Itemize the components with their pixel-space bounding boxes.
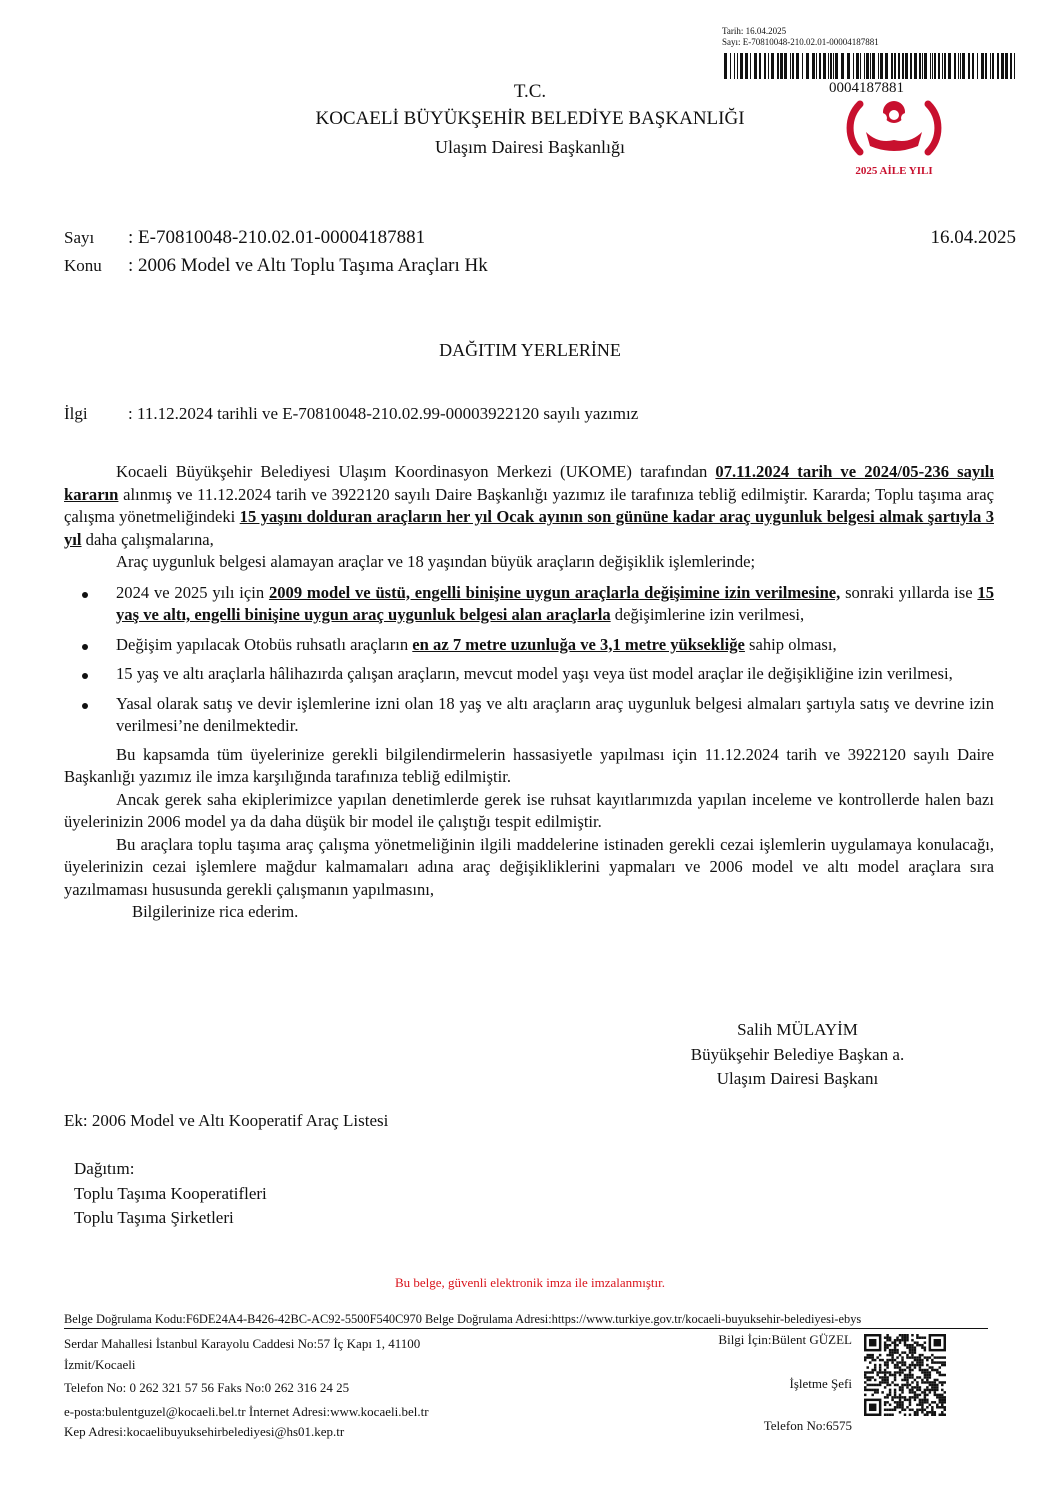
distribution-block [74,1157,267,1230]
signatory-role: Büyükşehir Belediye Başkan a. [690,1045,905,1064]
distribution-item: Toplu Taşıma Kooperatifleri [74,1184,267,1203]
stamp-date: Tarih: 16.04.2025 [722,26,787,36]
bullet-icon [82,592,88,598]
signatory-name: Salih MÜLAYİM [737,1020,858,1039]
paragraph-closing: Bilgilerinize rica ederim. [132,902,299,921]
footer-tel: Telefon No:6575 [763,1418,852,1433]
barcode [724,53,1020,79]
paragraph-kapsam: Bu kapsamda tüm üyelerinize gerekli bilgilendirmelerin hassasiyetle yapılması için 11.12.2024 tarih ve 3922120 sayılı Daire Başkanlığı yazımız ile imza karşılığında tarafınıza tebliğ edilmiştir. [64,744,994,786]
list-item: Değişim yapılacak Otobüs ruhsatlı araçların en az 7 metre uzunluğa ve 3,1 metre yüksekliğe sahip olması, [64,634,994,657]
footer-address: Serdar Mahallesi İstanbul Karayolu Caddesi No:57 İç Kapı 1, 41100 [64,1336,421,1351]
footer-city: İzmit/Kocaeli [64,1356,136,1372]
distribution-item: Toplu Taşıma Şirketleri [74,1208,234,1227]
konu-value: : 2006 Model ve Altı Toplu Taşıma Araçları Hk [128,255,488,276]
header-institution: KOCAELİ BÜYÜKŞEHİR BELEDİYE BAŞKANLIĞI [315,108,745,129]
footer-contact [64,1332,429,1444]
list-item: 2024 ve 2025 yılı için 2009 model ve üstü, engelli binişine uygun araçlarla değişimine izin verilmesine, sonraki yıllarda ise 15 yaş ve altı, engelli binişine uygun araç uygunluk belgesi alan araçlarla değişimlerine izin verilmesi, [64,582,994,627]
e-signature-note: Bu belge, güvenli elektronik imza ile imzalanmıştır. [394,1275,666,1290]
footer-email: e-posta:bulentguzel@kocaeli.bel.tr İnternet Adresi:www.kocaeli.bel.tr [64,1403,429,1419]
footer-title: İşletme Şefi [789,1376,852,1391]
sayi-value: : E-70810048-210.02.01-00004187881 [128,227,426,248]
list-item: Yasal olarak satış ve devir işlemlerine izni olan 18 yaş ve altı araçların araç uygunluk belgesi almaları şartıyla satış ve devrine izin verilmesi’ne denilmektedir. [64,693,994,738]
family-year-logo [838,96,950,178]
ilgi-label: İlgi [64,404,88,423]
header-department: Ulaşım Dairesi Başkanlığı [435,137,625,157]
ilgi-value: : 11.12.2024 tarihli ve E-70810048-210.02.99-00003922120 sayılı yazımız [128,404,639,423]
barcode-number: 0004187881 [829,80,904,96]
logo-caption: 2025 AİLE YILI [855,165,933,177]
bullet-icon [82,673,88,679]
paragraph-ukome: Kocaeli Büyükşehir Belediyesi Ulaşım Koordinasyon Merkezi (UKOME) tarafından 07.11.2024 tarih ve 2024/05-236 sayılı kararın alınmış ve 11.12.2024 tarih ve 3922120 sayılı Daire Başkanlığı yazımız ile tarafınıza tebliğ edilmiştir. Kararda; Toplu taşıma araç çalışma yönetmeliğindeki 15 yaşını dolduran araçların her yıl Ocak ayının son gününe kadar araç uygunluk belgesi almak şartıyla 3 yıl daha çalışmalarına, [64,462,994,549]
stamp-number: Sayı: E-70810048-210.02.01-00004187881 [722,37,879,47]
decision-list [64,582,994,738]
footer-bilgi: Bilgi İçin:Bülent GÜZEL [718,1332,852,1347]
qr-code [864,1334,946,1416]
addressee-title: DAĞITIM YERLERİNE [439,340,621,360]
paragraph-uygunluk: Araç uygunluk belgesi alamayan araçlar ve 18 yaşından büyük araçların değişiklik işlemlerinde; [116,552,756,571]
footer-kep: Kep Adresi:kocaelibuyuksehirbelediyesi@hs01.kep.tr [64,1424,345,1439]
paragraph-ceza: Bu araçlara toplu taşıma araç çalışma yönetmeliğinin ilgili maddelerine istinaden gerekli cezai işlemlerin uygulamaya konulacağı, üyelerinizin cezai işlemlere mağdur kalmamaları adına araç değişikliklerini yapmaları ve 2006 model ve altı model araçlara sıra yazılmaması hususunda gerekli çalışmanın yapılmasını, [64,834,994,899]
paragraph-denetim: Ancak gerek saha ekiplerimizce yapılan denetimlerde gerek ise ruhsat kayıtlarımızda yapılan inceleme ve kontrollerde halen bazı üyelerinizin 2006 model ya da daha düşük bir model ile çalıştığı tespit edilmiştir. [64,789,994,831]
document-date: 16.04.2025 [930,227,1016,248]
registry-stamp [722,26,879,48]
sayi-label: Sayı [64,228,95,247]
signatory-department: Ulaşım Dairesi Başkanı [716,1069,879,1088]
footer-phone: Telefon No: 0 262 321 57 56 Faks No:0 262 316 24 25 [64,1380,350,1395]
letter-body [64,461,994,924]
attachment-line: Ek: 2006 Model ve Altı Kooperatif Araç Listesi [64,1111,389,1130]
verification-line: Belge Doğrulama Kodu:F6DE24A4-B426-42BC-AC92-5500F540C970 Belge Doğrulama Adresi:https://www.turkiye.gov.tr/kocaeli-buyuksehir-belediyesi-ebys [64,1312,988,1329]
list-item: 15 yaş ve altı araçlarla hâlihazırda çalışan araçların, mevcut model yaşı veya üst model araçlar ile değişikliğine izin verilmesi, [64,663,994,686]
konu-label: Konu [64,256,102,275]
header-tc: T.C. [513,81,547,102]
bullet-icon [82,703,88,709]
bullet-icon [82,644,88,650]
distribution-label: Dağıtım: [74,1159,135,1178]
